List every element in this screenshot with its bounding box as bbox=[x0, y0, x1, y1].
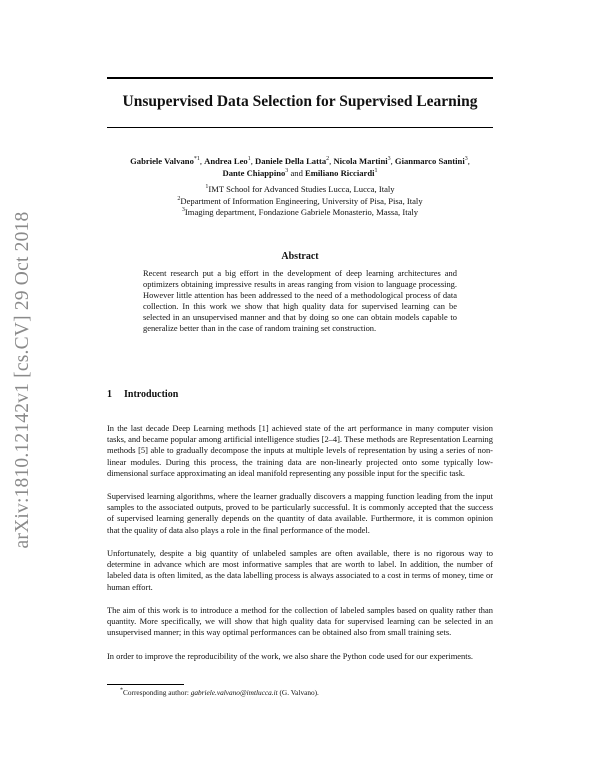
author-name: Nicola Martini bbox=[333, 156, 388, 166]
arxiv-sidebar bbox=[6, 205, 40, 555]
affiliation-list bbox=[105, 184, 495, 219]
section-heading bbox=[107, 389, 178, 400]
author-affiliation: 1 bbox=[374, 168, 378, 175]
affiliation-number: 1 bbox=[205, 184, 209, 191]
section-title: Introduction bbox=[124, 389, 179, 400]
footnote-email: gabriele.valvano@imtlucca.it bbox=[190, 688, 278, 697]
author-affiliation: 3 bbox=[285, 168, 289, 175]
body-paragraph: Supervised learning algorithms, where the learner gradually discovers a mapping function leading from the input samples to the associated outputs, proved to be particularly successful. It is commonly accepted that the success of supervised learning generally depends on the quantity of data available. Furthermore, it is common opinion that the quality of data also plays a role in the final performance of the model. bbox=[107, 491, 493, 535]
section-number: 1 bbox=[107, 389, 112, 400]
footnote bbox=[120, 688, 319, 697]
author-affiliation: *1 bbox=[193, 156, 200, 163]
paper-title: Unsupervised Data Selection for Supervised Learning bbox=[122, 93, 478, 110]
footnote-lead: Corresponding author: bbox=[123, 688, 191, 697]
title-rule-top bbox=[107, 77, 493, 79]
author-affiliation: 2 bbox=[326, 156, 330, 163]
author-name: Dante Chiappino bbox=[222, 168, 286, 178]
author-conjunction: and bbox=[290, 168, 303, 178]
body-paragraph: Unfortunately, despite a big quantity of unlabeled samples are often available, there is no rigorous way to determine in advance which are most informative samples that are worth to label. In addition, the number of labeled data is often limited, as the data labelling process is always associated to a cost in terms of money, time or human effort. bbox=[107, 548, 493, 592]
author-name: Gabriele Valvano bbox=[130, 156, 194, 166]
author-affiliation: 3 bbox=[387, 156, 391, 163]
affiliation-number: 3 bbox=[181, 207, 185, 214]
author-name: Daniele Della Latta bbox=[255, 156, 327, 166]
footnote-tail: (G. Valvano). bbox=[277, 688, 319, 697]
body-paragraph: In order to improve the reproducibility of the work, we also share the Python code used for our experiments. bbox=[107, 651, 473, 661]
author-name: Andrea Leo bbox=[204, 156, 248, 166]
abstract-heading: Abstract bbox=[281, 251, 319, 262]
affiliation-text: Department of Information Engineering, University of Pisa, Pisa, Italy bbox=[180, 195, 423, 206]
footnote-rule bbox=[107, 684, 184, 685]
affiliation bbox=[182, 207, 418, 217]
arxiv-identifier: arXiv:1810.12142v1 [cs.CV] 29 Oct 2018 bbox=[12, 211, 33, 549]
author-affiliation: 1 bbox=[247, 156, 251, 163]
affiliation bbox=[205, 184, 394, 194]
affiliation-text: Imaging department, Fondazione Gabriele Monasterio, Massa, Italy bbox=[184, 207, 419, 217]
affiliation-number: 2 bbox=[177, 195, 181, 202]
author-name: Gianmarco Santini bbox=[394, 156, 465, 166]
author-affiliation: 3 bbox=[464, 156, 468, 163]
author-list: Gabriele Valvano$^{*1}$, Andrea Leo$^1$, Daniele Della Latta$^2$, Nicola Martini$^3$, Gianmarco Santini$^3$, Dante Chiappino$^3$ and Emiliano Ricciardi$^1$ bbox=[130, 156, 470, 178]
title-rule-bottom bbox=[107, 127, 493, 128]
author-name: Emiliano Ricciardi bbox=[305, 168, 375, 178]
affiliation-text: IMT School for Advanced Studies Lucca, Lucca, Italy bbox=[208, 184, 395, 194]
body-paragraph: In the last decade Deep Learning methods [1] achieved state of the art performance in many computer vision tasks, and became popular among artificial intelligence studies [2–4]. These methods are Representation Learning methods [5] able to gradually decompose the inputs at multiple levels of representation by using a series of non-linear modules. During this process, the training data are non-linearly projected onto some typically low-dimensional surface approximating an ideal manifold representing any possible input for the specific task. bbox=[107, 423, 493, 478]
footnote-mark: * bbox=[120, 687, 123, 694]
affiliation bbox=[177, 196, 422, 206]
abstract-text: Recent research put a big effort in the development of deep learning architectures and optimizers obtaining impressive results in areas ranging from vision to language processing. However little attention has been addressed to the need of a methodological process of data collection. In this work we show that high quality data for supervised learning can be selected in an unsupervised manner and that by doing so one can obtain models capable to generalize better than in the case of random training set construction. bbox=[143, 268, 457, 334]
body-paragraph: The aim of this work is to introduce a method for the collection of labeled samples based on quality rather than quantity. More specifically, we will show that high quality data for supervised learning can be selected in an unsupervised manner; in this way optimal performances can be obtained also from small training sets. bbox=[107, 605, 493, 638]
